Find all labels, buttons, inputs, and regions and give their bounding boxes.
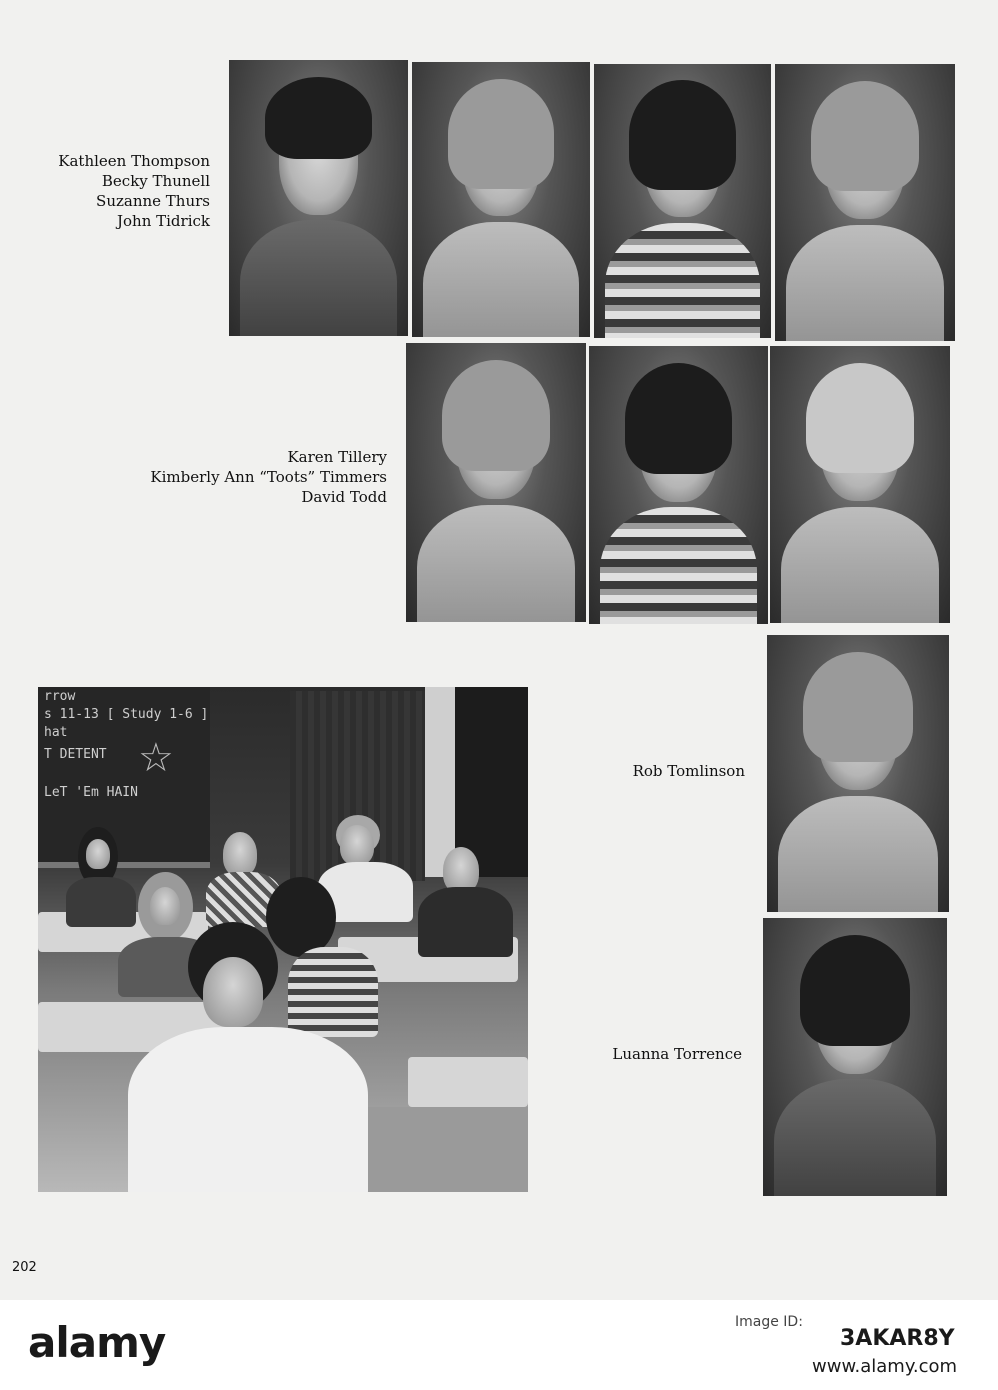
student-figure (418, 887, 513, 957)
student-figure (340, 825, 374, 865)
name-rob-tomlinson: Rob Tomlinson (632, 762, 745, 780)
image-id-label: Image ID: (735, 1314, 803, 1330)
wall-pillar (425, 687, 455, 877)
name-list-group-1 (20, 151, 210, 231)
chalk-text: s 11-13 [ Study 1-6 ] (44, 707, 209, 722)
student-name: Karen Tillery (287, 448, 387, 466)
student-name: Kimberly Ann “Toots” Timmers (150, 468, 387, 486)
chalk-text: hat (44, 725, 68, 740)
portrait-david-todd (770, 346, 950, 623)
page-number: 202 (12, 1260, 37, 1275)
desk (408, 1057, 528, 1107)
chalkboard (38, 687, 210, 868)
site-url: www.alamy.com (812, 1356, 958, 1377)
name-luanna-torrence: Luanna Torrence (612, 1045, 742, 1063)
chalk-text: LeT 'Em HAIN (44, 785, 138, 800)
portrait-karen-tillery (406, 343, 586, 622)
portrait-luanna-torrence (763, 918, 947, 1196)
portrait-kimberly-timmers (589, 346, 768, 624)
portrait-john-tidrick (775, 64, 955, 341)
portrait-kathleen-thompson (229, 60, 408, 336)
student-name: Kathleen Thompson (58, 152, 210, 170)
floor (368, 1107, 528, 1192)
portrait-suzanne-thurs (594, 64, 771, 338)
student-figure (150, 887, 180, 925)
name-list-group-2 (100, 447, 387, 507)
student-figure (128, 1027, 368, 1192)
student-name: David Todd (301, 488, 387, 506)
student-figure (203, 957, 263, 1027)
portrait-becky-thunell (412, 62, 590, 337)
alamy-logo: alamy (28, 1318, 166, 1367)
portrait-rob-tomlinson (767, 635, 949, 912)
image-id-value: 3AKAR8Y (840, 1326, 955, 1351)
chalk-text: T DETENT (44, 747, 107, 762)
student-figure (266, 877, 336, 957)
student-name: John Tidrick (117, 212, 210, 230)
chalk-text: rrow (44, 689, 76, 704)
classroom-candid-photo (38, 687, 528, 1192)
student-figure (288, 947, 378, 1037)
student-figure (223, 832, 257, 876)
chalk-star-icon: ☆ (138, 735, 174, 781)
student-name: Suzanne Thurs (96, 192, 210, 210)
student-figure (66, 877, 136, 927)
student-name: Becky Thunell (101, 172, 210, 190)
student-figure (86, 839, 110, 869)
